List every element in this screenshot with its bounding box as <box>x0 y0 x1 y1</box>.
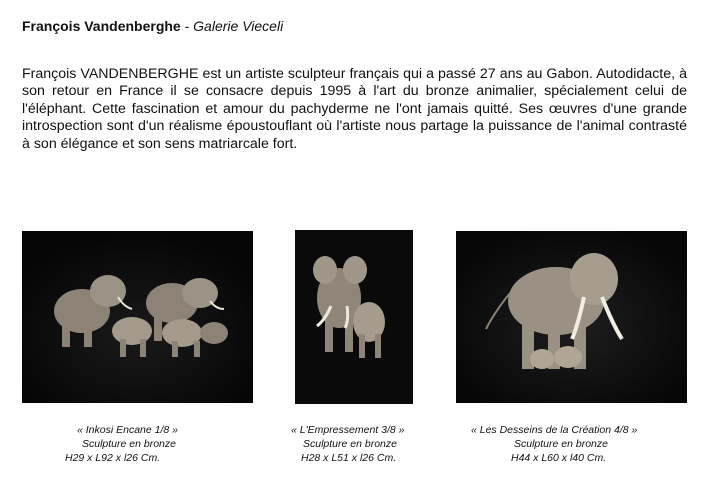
artist-name: François Vandenberghe <box>22 18 181 34</box>
sculpture-image-inkosi-encane <box>22 231 253 403</box>
work-medium: Sculpture en bronze <box>303 438 397 450</box>
work-title: « Les Desseins de la Création 4/8 » <box>471 424 638 436</box>
caption-empressement <box>291 423 481 465</box>
work-dimensions: H29 x L92 x l26 Cm. <box>65 452 161 464</box>
work-medium: Sculpture en bronze <box>514 438 608 450</box>
work-medium: Sculpture en bronze <box>82 438 176 450</box>
work-dimensions: H28 x L51 x l26 Cm. <box>301 452 397 464</box>
sculpture-image-empressement <box>295 230 413 404</box>
page-header <box>22 17 283 35</box>
work-dimensions: H44 x L60 x l40 Cm. <box>511 452 607 464</box>
work-title: « Inkosi Encane 1/8 » <box>77 424 178 436</box>
sculpture-photo-empressement[interactable] <box>295 230 413 404</box>
caption-desseins-creation <box>471 423 691 465</box>
gallery-name: Galerie Vieceli <box>193 18 284 34</box>
sculpture-image-desseins-creation <box>456 231 687 403</box>
sculpture-photo-inkosi-encane[interactable] <box>22 231 253 403</box>
caption-inkosi-encane <box>65 423 255 465</box>
artist-biography: François VANDENBERGHE est un artiste sculpteur français qui a passé 27 ans au Gabon. Autodidacte, à son retour en France il se consacre depuis 1995 à l'art du bronze animalier, spécialement celui de l'éléphant. Cette fascination et amour du pachyderme ne l'ont jamais quitté. Ses œuvres d'une grande introspection sont d'un réalisme époustouflant où l'artiste nous partage la puissance de l'animal contrasté à son élégance et son sens matriarcale fort. <box>22 66 687 152</box>
work-title: « L'Empressement 3/8 » <box>291 424 405 436</box>
sculpture-photo-desseins-creation[interactable] <box>456 231 687 403</box>
header-separator: - <box>180 18 194 34</box>
